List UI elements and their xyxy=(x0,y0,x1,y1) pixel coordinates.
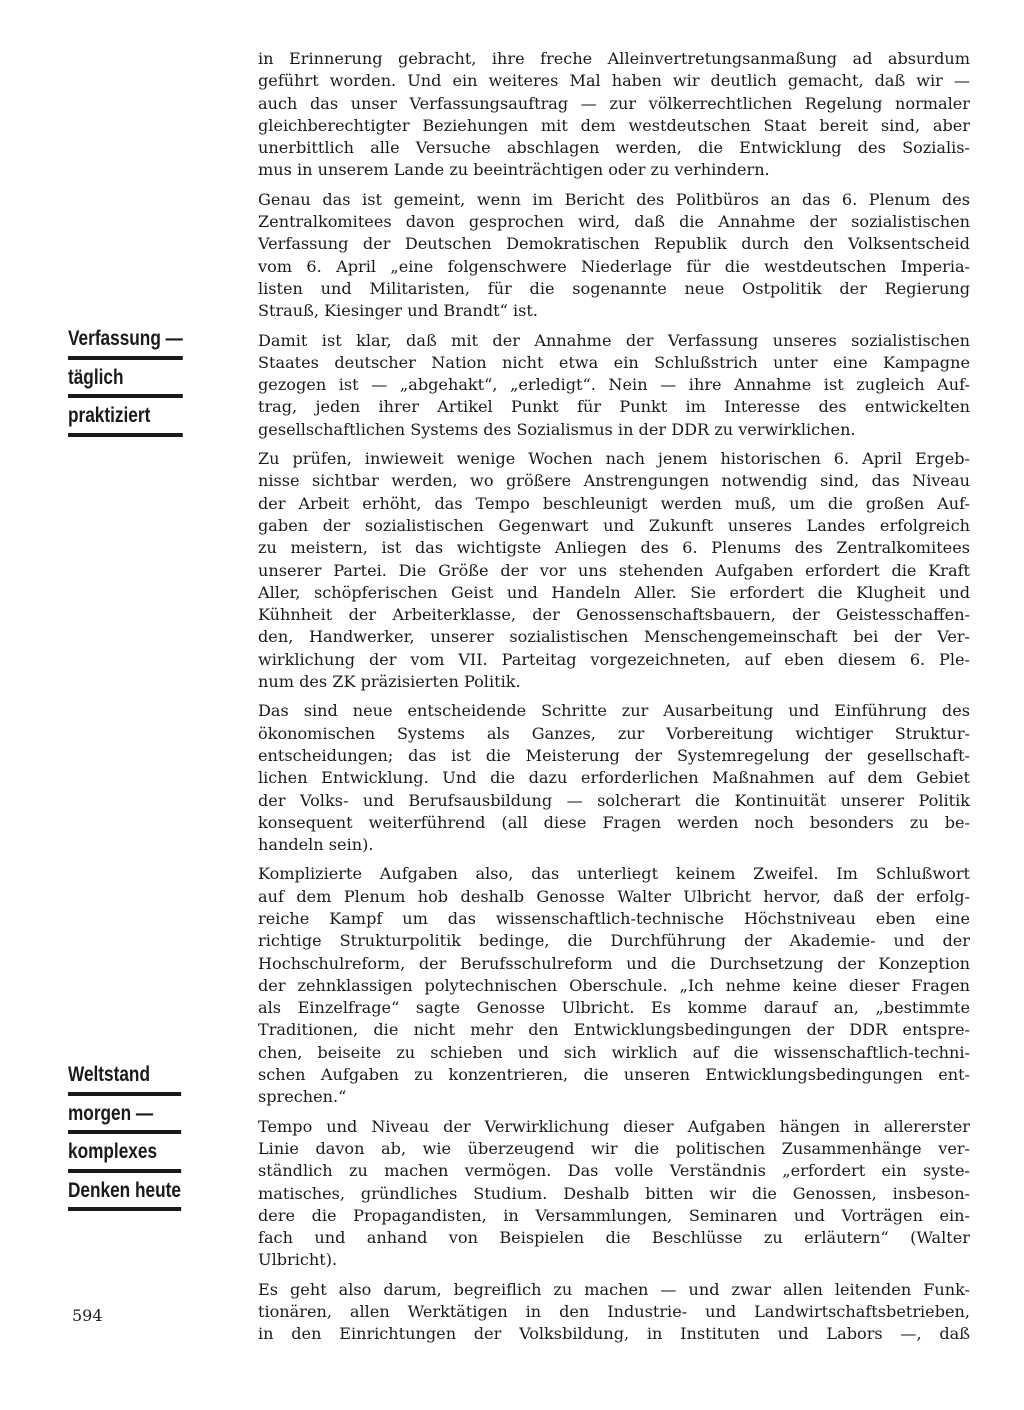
text-line: als Einzelfrage“ sagte Genosse Ulbricht. Es komme darauf an, „bestimmte xyxy=(258,998,970,1018)
text-line: sprechen.“ xyxy=(258,1087,347,1107)
paragraph xyxy=(258,189,970,323)
paragraph xyxy=(258,448,970,693)
text-line: Traditionen, die nicht mehr den Entwicklungsbedingungen der DDR entspre- xyxy=(258,1020,970,1040)
text-line: Komplizierte Aufgaben also, das unterliegt keinem Zweifel. Im Schlußwort xyxy=(258,864,970,884)
text-line: Kühnheit der Arbeiterklasse, der Genossenschaftsbauern, der Geistesschaffen- xyxy=(258,605,970,625)
text-line: zu meistern, ist das wichtigste Anliegen des 6. Plenums des Zentralkomitees xyxy=(258,538,970,558)
text-line: Verfassung der Deutschen Demokratischen Republik durch den Volksentscheid xyxy=(258,234,970,254)
text-line: geführt worden. Und ein weiteres Mal haben wir deutlich gemacht, daß wir — xyxy=(258,71,970,91)
margin-heading-line: praktiziert xyxy=(68,401,183,437)
text-line: der zehnklassigen polytechnischen Oberschule. „Ich nehme keine dieser Fragen xyxy=(258,975,970,995)
text-line: Aller, schöpferischen Geist und Handeln Aller. Sie erfordert die Klugheit und xyxy=(258,582,970,602)
margin-heading-weltstand xyxy=(68,1060,181,1214)
body-text xyxy=(258,48,970,1346)
margin-heading-line: Verfassung — xyxy=(68,324,183,360)
text-line: richtige Strukturpolitik bedinge, die Durchführung der Akademie- und der xyxy=(258,931,970,951)
margin-heading-line: morgen — xyxy=(68,1099,181,1135)
text-line: tionären, allen Werktätigen in den Industrie- und Landwirtschaftsbetrieben, xyxy=(258,1302,970,1322)
text-line: gezogen ist — „abgehakt“, „erledigt“. Nein — ihre Annahme ist zugleich Auf- xyxy=(258,375,970,395)
text-line: Genau das ist gemeint, wenn im Bericht des Politbüros an das 6. Plenum des xyxy=(258,189,970,209)
text-line: Staates deutscher Nation nicht etwa ein Schlußstrich unter eine Kampagne xyxy=(258,352,970,372)
text-line: handeln sein). xyxy=(258,835,374,855)
text-line: Hochschulreform, der Berufsschulreform und die Durchsetzung der Konzeption xyxy=(258,953,970,973)
paragraph xyxy=(258,700,970,856)
text-line: fach und anhand von Beispielen die Beschlüsse zu erläutern“ (Walter xyxy=(258,1228,970,1248)
text-line: in den Einrichtungen der Volksbildung, in Instituten und Labors —, daß xyxy=(258,1324,970,1344)
margin-heading-line: täglich xyxy=(68,363,183,399)
text-line: Ulbricht). xyxy=(258,1250,338,1270)
paragraph xyxy=(258,863,970,1108)
text-line: ökonomischen Systems als Ganzes, zur Vorbereitung wichtiger Struktur- xyxy=(258,723,970,743)
text-line: Es geht also darum, begreiflich zu machen — und zwar allen leitenden Funk- xyxy=(258,1279,970,1299)
text-line: auf dem Plenum hob deshalb Genosse Walter Ulbricht hervor, daß der erfolg- xyxy=(258,886,970,906)
paragraph xyxy=(258,330,970,441)
text-line: Strauß, Kiesinger und Brandt“ ist. xyxy=(258,301,538,321)
text-line: Damit ist klar, daß mit der Annahme der Verfassung unseres sozialistischen xyxy=(258,330,970,350)
text-line: gaben der sozialistischen Gegenwart und Zukunft unseres Landes erfolgreich xyxy=(258,515,970,535)
text-line: matisches, gründliches Studium. Deshalb bitten wir die Genossen, insbeson- xyxy=(258,1183,970,1203)
text-line: gesellschaftlichen Systems des Sozialismus in der DDR zu verwirklichen. xyxy=(258,419,856,439)
text-line: reiche Kampf um das wissenschaftlich-technische Höchstniveau eben eine xyxy=(258,908,970,928)
text-line: Zu prüfen, inwieweit wenige Wochen nach jenem historischen 6. April Ergeb- xyxy=(258,449,970,469)
paragraph xyxy=(258,48,970,182)
margin-heading-verfassung xyxy=(68,324,183,440)
margin-heading-line: komplexes xyxy=(68,1137,181,1173)
text-line: Linie davon ab, wie überzeugend wir die politischen Zusammenhänge ver- xyxy=(258,1138,970,1158)
text-line: der Volks- und Berufsausbildung — solcherart die Kontinuität unserer Politik xyxy=(258,790,970,810)
text-line: entscheidungen; das ist die Meisterung der Systemregelung der gesellschaft- xyxy=(258,745,970,765)
page-number: 594 xyxy=(72,1306,103,1325)
text-line: schen Aufgaben zu konzentrieren, die unseren Entwicklungsbedingungen ent- xyxy=(258,1065,970,1085)
text-line: Zentralkomitees davon gesprochen wird, daß die Annahme der sozialistischen xyxy=(258,212,970,232)
text-line: unerbittlich alle Versuche abschlagen werden, die Entwicklung des Sozialis- xyxy=(258,138,970,158)
text-line: vom 6. April „eine folgenschwere Niederlage für die westdeutschen Imperia- xyxy=(258,256,970,276)
text-line: dere die Propagandisten, in Versammlungen, Seminaren und Vorträgen ein- xyxy=(258,1205,970,1225)
text-line: wirklichung der vom VII. Parteitag vorgezeichneten, auf eben diesem 6. Ple- xyxy=(258,649,970,669)
margin-heading-line: Weltstand xyxy=(68,1060,181,1096)
text-line: konsequent weiterführend (all diese Fragen werden noch besonders zu be- xyxy=(258,812,970,832)
text-line: Tempo und Niveau der Verwirklichung dieser Aufgaben hängen in allererster xyxy=(258,1116,970,1136)
text-line: ständlich zu machen vermögen. Das volle Verständnis „erfordert ein syste- xyxy=(258,1161,970,1181)
text-line: in Erinnerung gebracht, ihre freche Alleinvertretungsanmaßung ad absurdum xyxy=(258,49,970,68)
text-line: listen und Militaristen, für die sogenannte neue Ostpolitik der Regierung xyxy=(258,278,970,298)
text-line: trag, jeden ihrer Artikel Punkt für Punkt im Interesse des entwickelten xyxy=(258,397,970,417)
text-line: nisse sichtbar werden, wo größere Anstrengungen notwendig sind, das Niveau xyxy=(258,471,970,491)
text-line: mus in unserem Lande zu beeinträchtigen oder zu verhindern. xyxy=(258,160,770,180)
text-line: lichen Entwicklung. Und die dazu erforderlichen Maßnahmen auf dem Gebiet xyxy=(258,768,970,788)
paragraph xyxy=(258,1279,970,1346)
text-line: den, Handwerker, unserer sozialistischen Menschengemeinschaft bei der Ver- xyxy=(258,627,970,647)
text-line: num des ZK präzisierten Politik. xyxy=(258,672,521,692)
text-line: Das sind neue entscheidende Schritte zur Ausarbeitung und Einführung des xyxy=(258,701,970,721)
paragraph xyxy=(258,1116,970,1272)
text-line: auch das unser Verfassungsauftrag — zur völkerrechtlichen Regelung normaler xyxy=(258,93,970,113)
text-line: unserer Partei. Die Größe der vor uns stehenden Aufgaben erfordert die Kraft xyxy=(258,560,970,580)
text-line: chen, beiseite zu schieben und sich wirklich auf die wissenschaftlich-techni- xyxy=(258,1042,970,1062)
margin-heading-line: Denken heute xyxy=(68,1176,181,1212)
text-line: der Arbeit erhöht, das Tempo beschleunigt werden muß, um die großen Auf- xyxy=(258,493,970,513)
text-line: gleichberechtigter Beziehungen mit dem westdeutschen Staat bereit sind, aber xyxy=(258,115,970,135)
